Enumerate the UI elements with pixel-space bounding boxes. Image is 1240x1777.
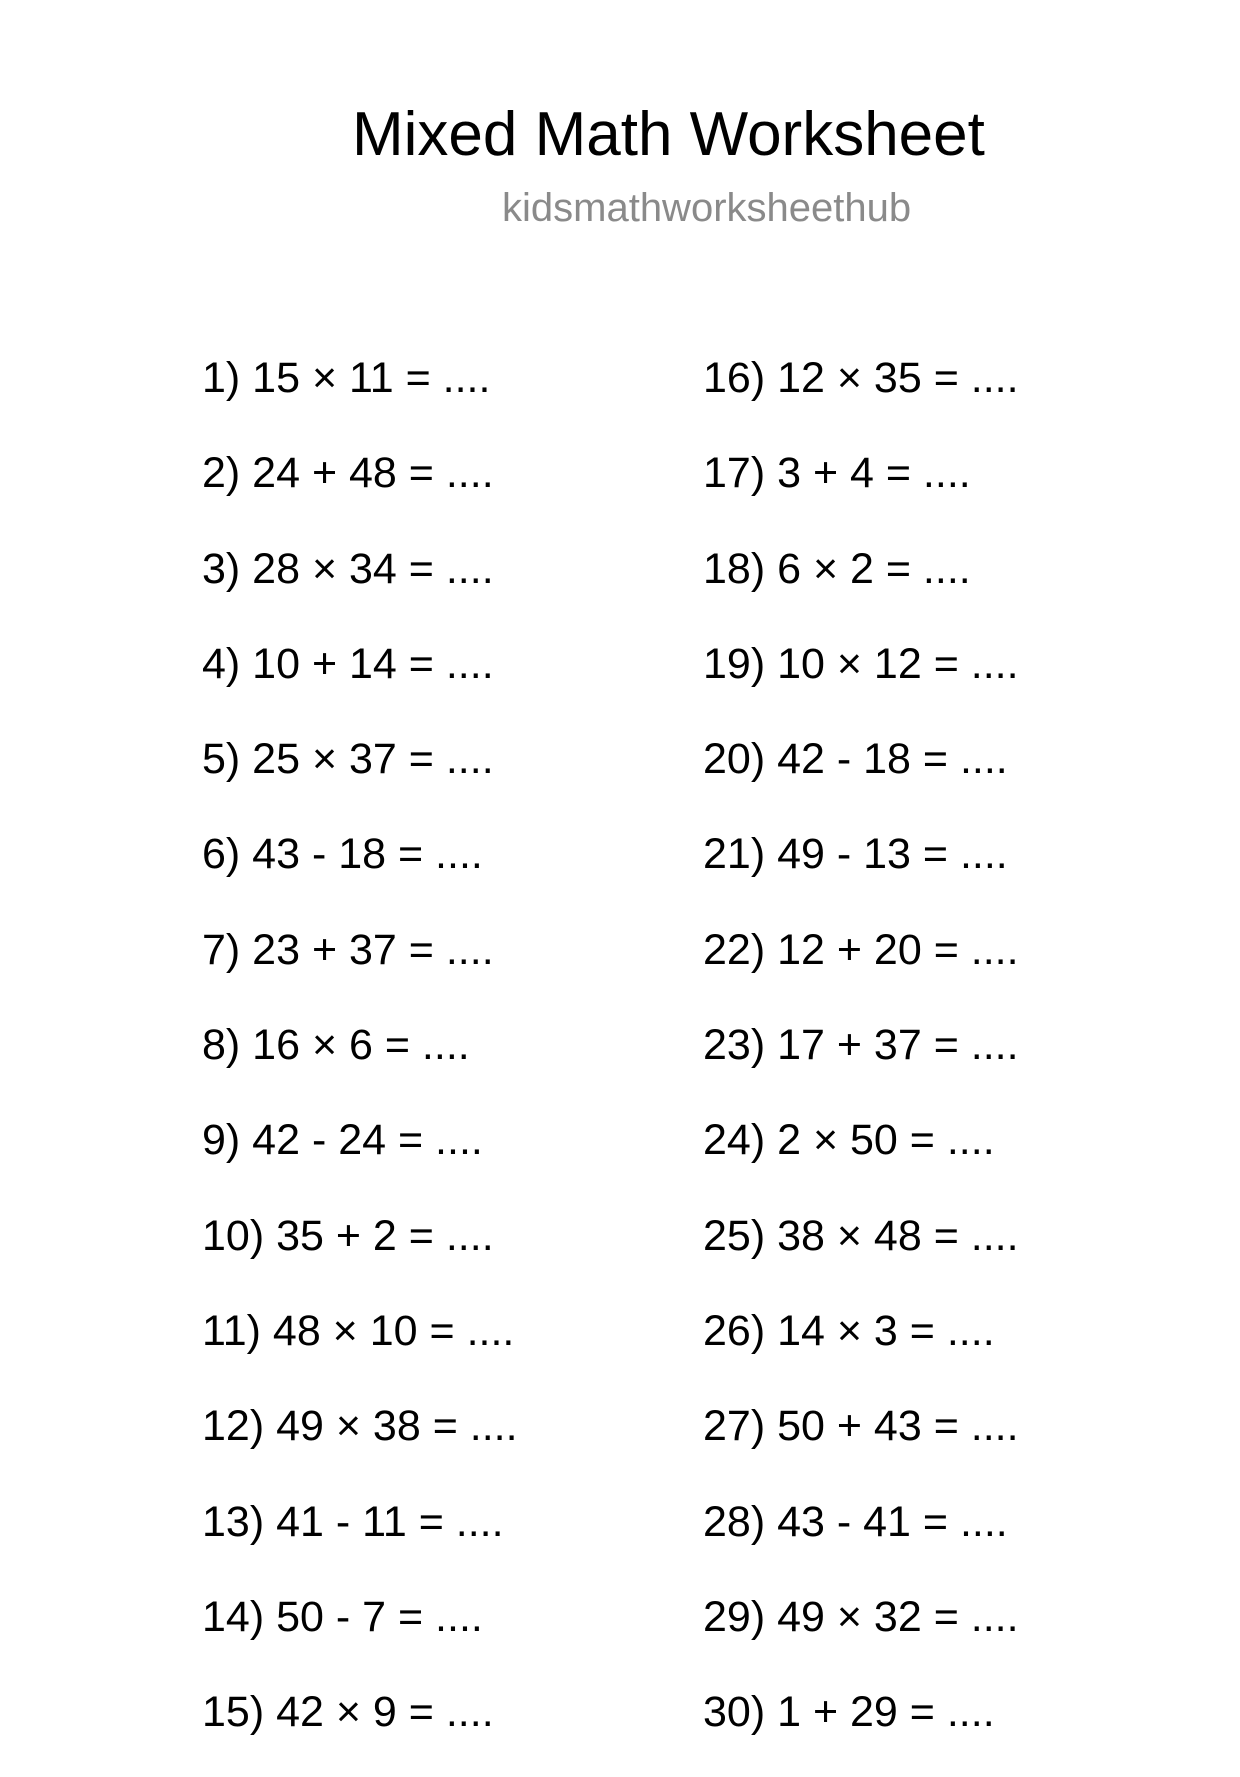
- problem-item: 1) 15 × 11 = ....: [202, 354, 491, 402]
- problem-item: 13) 41 - 11 = ....: [202, 1497, 504, 1546]
- problem-item: 25) 38 × 48 = ....: [703, 1211, 1019, 1260]
- problem-item: 22) 12 + 20 = ....: [703, 925, 1019, 974]
- problem-item: 12) 49 × 38 = ....: [202, 1402, 518, 1451]
- problem-item: 3) 28 × 34 = ....: [202, 544, 494, 593]
- problem-item: 7) 23 + 37 = ....: [202, 925, 494, 974]
- problem-item: 29) 49 × 32 = ....: [703, 1592, 1019, 1641]
- problem-item: 30) 1 + 29 = ....: [703, 1688, 995, 1737]
- problem-item: 23) 17 + 37 = ....: [703, 1021, 1019, 1070]
- problem-item: 2) 24 + 48 = ....: [202, 449, 494, 498]
- problem-item: 21) 49 - 13 = ....: [703, 830, 1008, 879]
- problem-item: 4) 10 + 14 = ....: [202, 639, 494, 688]
- problem-item: 26) 14 × 3 = ....: [703, 1306, 995, 1355]
- problem-item: 10) 35 + 2 = ....: [202, 1211, 494, 1260]
- problem-item: 27) 50 + 43 = ....: [703, 1402, 1019, 1451]
- problem-item: 5) 25 × 37 = ....: [202, 735, 494, 784]
- problem-item: 28) 43 - 41 = ....: [703, 1497, 1008, 1546]
- problem-item: 20) 42 - 18 = ....: [703, 735, 1008, 784]
- problem-item: 6) 43 - 18 = ....: [202, 830, 483, 879]
- problem-item: 14) 50 - 7 = ....: [202, 1592, 483, 1641]
- problem-item: 24) 2 × 50 = ....: [703, 1116, 995, 1165]
- problem-item: 9) 42 - 24 = ....: [202, 1116, 483, 1165]
- problem-item: 19) 10 × 12 = ....: [703, 639, 1019, 688]
- problem-item: 18) 6 × 2 = ....: [703, 544, 971, 593]
- problem-column-left: [202, 348, 682, 1777]
- problem-column-right: [703, 348, 1183, 1777]
- site-name: kidsmathworksheethub: [502, 186, 912, 230]
- problem-item: 17) 3 + 4 = ....: [703, 449, 971, 498]
- problem-item: 15) 42 × 9 = ....: [202, 1688, 494, 1737]
- problem-item: 16) 12 × 35 = ....: [703, 354, 1019, 402]
- page-title: Mixed Math Worksheet: [352, 100, 985, 169]
- problem-item: 8) 16 × 6 = ....: [202, 1021, 470, 1070]
- problem-item: 11) 48 × 10 = ....: [202, 1306, 515, 1355]
